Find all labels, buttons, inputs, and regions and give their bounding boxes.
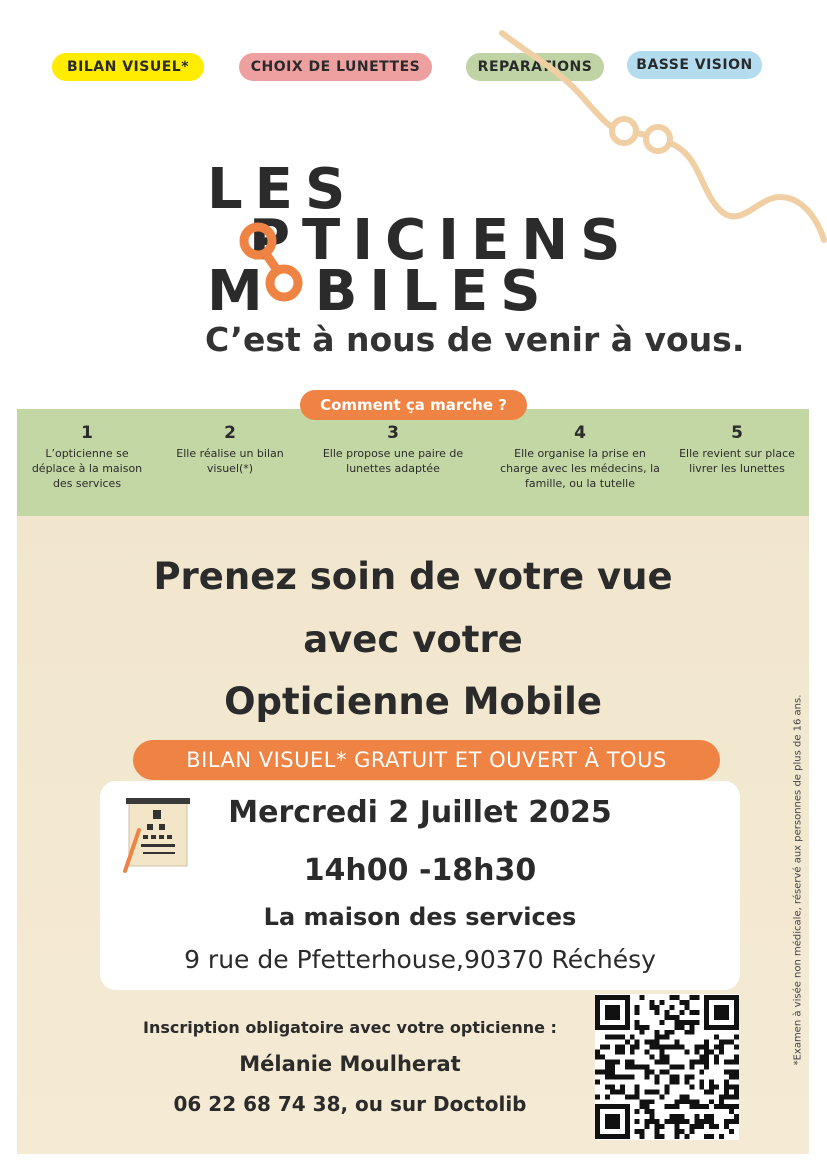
tag-reparations: REPARATIONS [466,53,604,81]
step-2: 2 Elle réalise un bilan visuel(*) [176,423,284,475]
tag-basse-vision: BASSE VISION [627,51,762,79]
qr-code[interactable] [595,994,739,1140]
event-date: Mercredi 2 Juillet 2025 [228,795,612,830]
how-it-works-title: Comment ça marche ? [300,390,527,420]
logo-line-mobiles: M BILES [207,259,553,324]
headline-line-3: Opticienne Mobile [224,680,602,723]
logo-glasses-mark [236,210,306,306]
event-place: La maison des services [263,903,577,931]
signup-instruction: Inscription obligatoire avec votre opticienne : [143,1018,557,1037]
event-address: 9 rue de Pfetterhouse,90370 Réchésy [184,945,656,974]
event-time: 14h00 -18h30 [303,853,537,888]
step-3: 3 Elle propose une paire de lunettes adaptée [322,423,464,475]
optician-contact: 06 22 68 74 38, ou sur Doctolib [173,1092,527,1116]
step-5: 5 Elle revient sur place livrer les lunettes [679,423,795,475]
logo-line-les: LES [207,157,358,222]
step-4: 4 Elle organise la prise en charge avec les médecins, la famille, ou la tutelle [500,423,660,490]
offer-banner: BILAN VISUEL* GRATUIT ET OUVERT À TOUS [133,740,720,780]
tag-choix-lunettes: CHOIX DE LUNETTES [239,53,432,81]
headline-line-1: Prenez soin de votre vue [153,555,673,598]
headline-line-2: avec votre [303,618,523,661]
step-1: 1 L’opticienne se déplace à la maison des services [31,423,143,490]
logo-line-opticiens: PTICIENS [249,208,633,273]
slogan: C’est à nous de venir à vous. [205,320,745,359]
tag-bilan-visuel: BILAN VISUEL* [52,53,204,81]
optician-name: Mélanie Moulherat [239,1052,461,1076]
